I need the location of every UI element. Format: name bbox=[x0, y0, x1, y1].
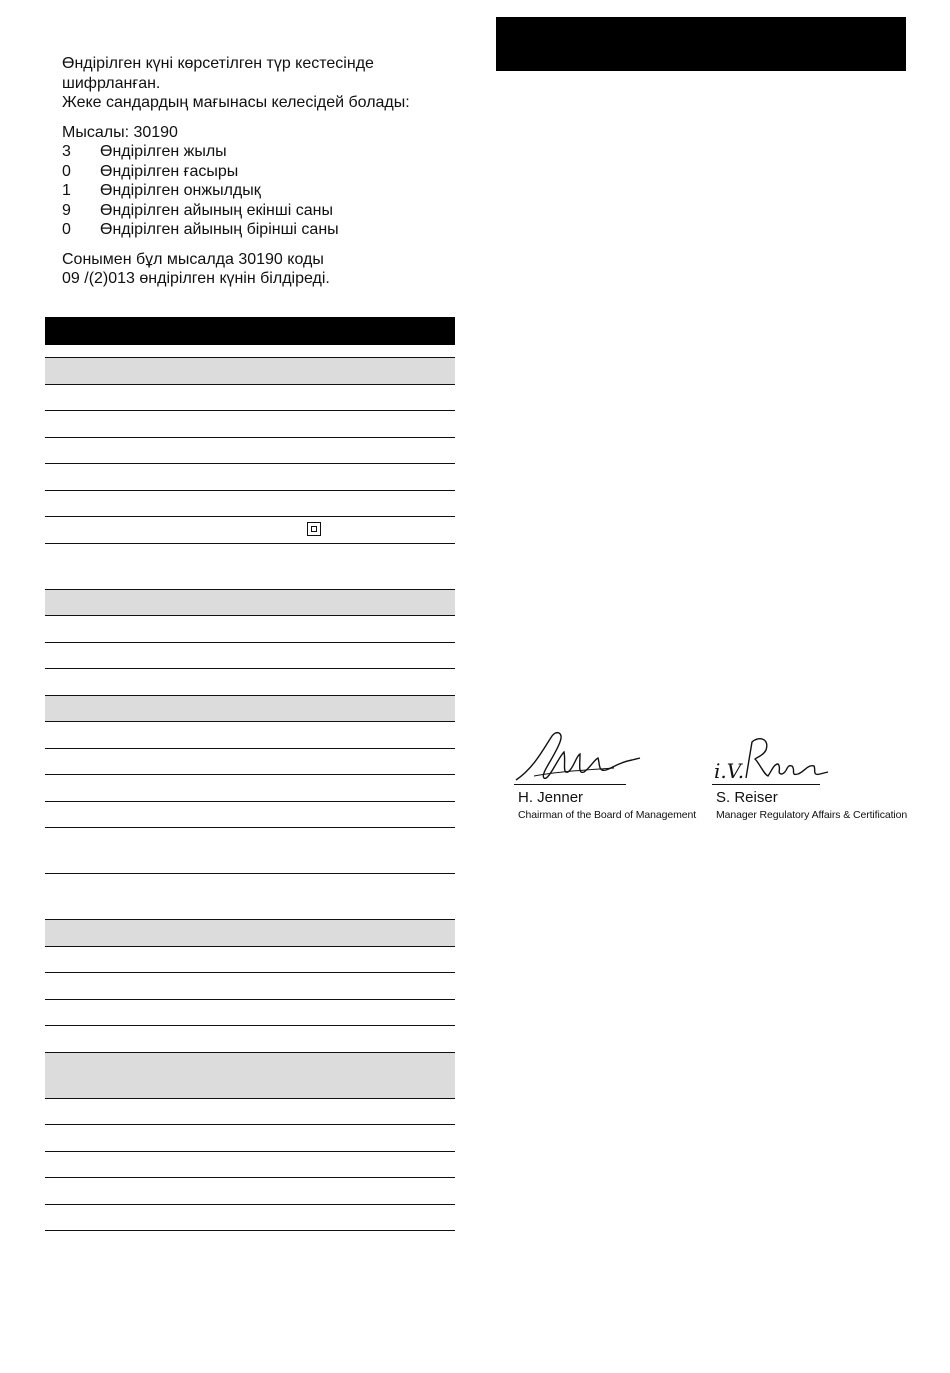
table-row bbox=[45, 1178, 455, 1205]
signature-prefix: i.V. bbox=[714, 759, 745, 783]
example-code: Мысалы: 30190 bbox=[62, 123, 178, 141]
intro-line-3: Жеке сандардың мағынасы келесідей болады: bbox=[62, 94, 410, 111]
code-digit: 9 bbox=[62, 201, 71, 219]
signature-jenner bbox=[514, 728, 644, 784]
table-row bbox=[45, 385, 455, 412]
signer-name: H. Jenner bbox=[518, 789, 584, 806]
table-row bbox=[45, 669, 455, 696]
code-meaning: Өндірілген айының екінші саны bbox=[100, 201, 333, 219]
table-row bbox=[45, 1125, 455, 1152]
table-row bbox=[45, 749, 455, 776]
code-line bbox=[62, 142, 462, 162]
table-section-row bbox=[45, 1053, 455, 1099]
table-row bbox=[45, 616, 455, 643]
table-row bbox=[45, 1099, 455, 1126]
signer-role: Manager Regulatory Affairs & Certification bbox=[716, 809, 908, 821]
table-row bbox=[45, 722, 455, 749]
signature-line bbox=[514, 784, 626, 785]
table-row bbox=[45, 1152, 455, 1179]
section-header-bar bbox=[496, 17, 906, 71]
table-row bbox=[45, 464, 455, 491]
protection-class-icon bbox=[307, 522, 321, 536]
code-digit: 0 bbox=[62, 162, 71, 180]
table-row bbox=[45, 1205, 455, 1232]
intro-line-1: Өндірілген күні көрсетілген түр кестесінде bbox=[62, 55, 374, 72]
table-row bbox=[45, 643, 455, 670]
production-date-intro bbox=[62, 54, 462, 289]
table-row bbox=[45, 544, 455, 590]
table-row bbox=[45, 517, 455, 544]
conclusion-line-2: 09 /(2)013 өндірілген күнін білдіреді. bbox=[62, 270, 330, 287]
table-row bbox=[45, 775, 455, 802]
code-meaning: Өндірілген онжылдық bbox=[100, 182, 261, 199]
table-row bbox=[45, 973, 455, 1000]
table-row bbox=[45, 491, 455, 518]
code-meaning: Өндірілген жылы bbox=[100, 143, 227, 160]
code-line bbox=[62, 162, 462, 182]
code-line bbox=[62, 181, 462, 201]
table-section-row bbox=[45, 696, 455, 723]
table-row bbox=[45, 828, 455, 874]
code-meaning: Өндірілген ғасыры bbox=[100, 162, 239, 180]
signature-block-reiser bbox=[712, 728, 907, 821]
technical-data-table bbox=[45, 317, 455, 1231]
code-digit: 3 bbox=[62, 143, 71, 160]
table-row bbox=[45, 1026, 455, 1053]
table-row bbox=[45, 1000, 455, 1027]
signature-line bbox=[712, 784, 820, 785]
table-row bbox=[45, 438, 455, 465]
table-section-row bbox=[45, 358, 455, 385]
code-line bbox=[62, 201, 462, 221]
signature-reiser bbox=[712, 728, 832, 784]
table-row bbox=[45, 411, 455, 438]
signature-block-jenner bbox=[514, 728, 696, 821]
conclusion-line-1: Сонымен бұл мысалда 30190 коды bbox=[62, 250, 324, 268]
code-digit: 0 bbox=[62, 221, 71, 238]
signer-role: Chairman of the Board of Management bbox=[518, 809, 697, 821]
code-digit: 1 bbox=[62, 182, 71, 199]
table-header-bar bbox=[45, 317, 455, 345]
table-section-row bbox=[45, 920, 455, 947]
table-section-row bbox=[45, 590, 455, 617]
code-meaning: Өндірілген айының бірінші саны bbox=[100, 221, 339, 238]
table-row bbox=[45, 874, 455, 920]
table-row bbox=[45, 802, 455, 829]
code-line bbox=[62, 220, 462, 240]
table-row bbox=[45, 947, 455, 974]
signer-name: S. Reiser bbox=[716, 789, 778, 806]
table-spacer bbox=[45, 345, 455, 358]
intro-line-2: шифрланған. bbox=[62, 74, 161, 92]
